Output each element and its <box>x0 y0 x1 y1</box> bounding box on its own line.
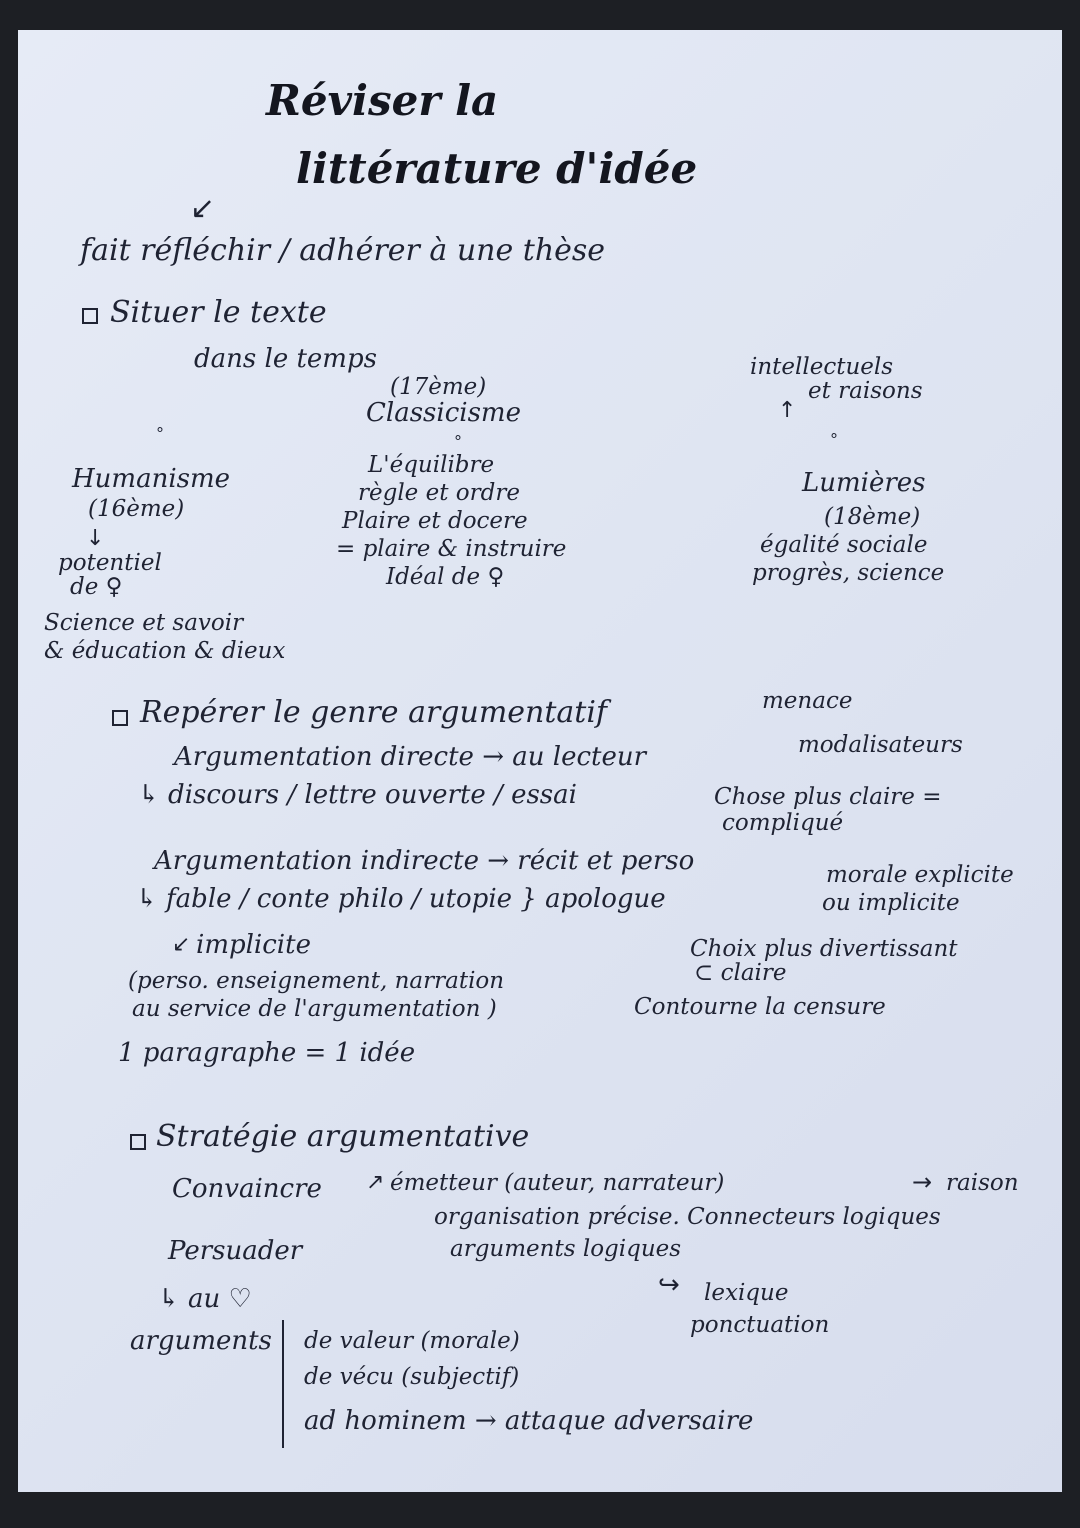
organisation: organisation précise. Connecteurs logiques <box>434 1204 941 1230</box>
morale2: ou implicite <box>822 890 960 916</box>
side-note-modalisateurs: modalisateurs <box>798 732 963 758</box>
classicisme-line: Idéal de ♀ <box>386 564 505 590</box>
lumieres-date: (18ème) <box>824 504 921 530</box>
argumentation-indirecte: Argumentation indirecte → récit et perso <box>154 846 695 876</box>
arrow-up-icon: ↑ <box>778 398 797 423</box>
checkbox-icon <box>130 1134 146 1150</box>
lumieres-top2: et raisons <box>808 378 923 404</box>
directe-note2: compliqué <box>722 810 844 836</box>
bracket-line <box>282 1320 284 1448</box>
humanisme-line: Science et savoir <box>44 610 244 636</box>
arrow-curved-icon: ↪ <box>658 1270 680 1300</box>
section1-sub: dans le temps <box>194 344 377 374</box>
choix2: ⊂ claire <box>694 960 787 986</box>
title-line2: littérature d'idée <box>296 144 698 193</box>
paragraphe-rule: 1 paragraphe = 1 idée <box>118 1038 416 1068</box>
lumieres-line: égalité sociale <box>760 532 928 558</box>
morale1: morale explicite <box>826 862 1014 888</box>
arrow-up-right-icon: ↗ <box>366 1170 385 1195</box>
bullet-dot-icon: ° <box>156 424 164 443</box>
section1-label: Situer le texte <box>110 295 327 330</box>
argument-ad-hominem: ad hominem → attaque adversaire <box>304 1406 754 1436</box>
bullet-dot-icon: ° <box>454 432 462 451</box>
argument-valeur: de valeur (morale) <box>304 1328 520 1354</box>
classicisme-line: = plaire & instruire <box>336 536 567 562</box>
perso2: au service de l'argumentation ) <box>132 996 497 1022</box>
humanisme-date: (16ème) <box>88 496 185 522</box>
argument-vecu: de vécu (subjectif) <box>304 1364 520 1390</box>
humanisme-line: potentiel <box>58 550 162 576</box>
au-coeur: ↳ au ♡ <box>158 1284 252 1314</box>
persuader-label: Persuader <box>168 1236 303 1266</box>
perso1: (perso. enseignement, narration <box>128 968 505 994</box>
ponctuation: ponctuation <box>690 1312 830 1338</box>
directe-note1: Chose plus claire = <box>714 784 942 810</box>
lumieres-line: progrès, science <box>752 560 945 586</box>
classicisme-name: Classicisme <box>366 398 521 428</box>
argumentation-indirecte-examples: ↳ fable / conte philo / utopie } apologue <box>136 884 666 914</box>
classicisme-date: (17ème) <box>390 374 487 400</box>
notebook-page <box>18 30 1062 1492</box>
section2-label: Repérer le genre argumentatif <box>140 695 608 730</box>
classicisme-line: Plaire et docere <box>342 508 528 534</box>
choix1: Choix plus divertissant <box>690 936 958 962</box>
bullet-dot-icon: ° <box>830 430 838 449</box>
lumieres-name: Lumières <box>802 468 926 498</box>
humanisme-name: Humanisme <box>72 464 231 494</box>
humanisme-line: de ♀ <box>70 574 123 600</box>
arguments-logiques: arguments logiques <box>450 1236 682 1262</box>
classicisme-line: règle et ordre <box>358 480 520 506</box>
side-note-menace: menace <box>762 688 853 714</box>
lumieres-top1: intellectuels <box>750 354 894 380</box>
arguments-label: arguments <box>130 1326 272 1356</box>
raison: raison <box>946 1170 1019 1196</box>
checkbox-icon <box>112 710 128 726</box>
argumentation-directe: Argumentation directe → au lecteur <box>174 742 647 772</box>
checkbox-icon <box>82 308 98 324</box>
intro-definition: fait réfléchir / adhérer à une thèse <box>80 233 606 268</box>
title-line1: Réviser la <box>266 76 499 125</box>
checkmark-arrow-icon: ↙ <box>190 191 216 226</box>
lexique: lexique <box>704 1280 789 1306</box>
humanisme-line: & éducation & dieux <box>44 638 286 664</box>
implicite-label: implicite <box>196 930 311 960</box>
arrow-right-icon: → <box>912 1168 933 1196</box>
arrow-down-left-icon: ↙ <box>172 932 191 957</box>
classicisme-line: L'équilibre <box>368 452 495 478</box>
argumentation-directe-examples: ↳ discours / lettre ouverte / essai <box>138 780 577 810</box>
convaincre-label: Convaincre <box>172 1174 322 1204</box>
choix3: Contourne la censure <box>634 994 886 1020</box>
emetteur: émetteur (auteur, narrateur) <box>390 1170 725 1196</box>
section3-label: Stratégie argumentative <box>156 1119 530 1154</box>
arrow-down-icon: ↓ <box>86 526 105 551</box>
